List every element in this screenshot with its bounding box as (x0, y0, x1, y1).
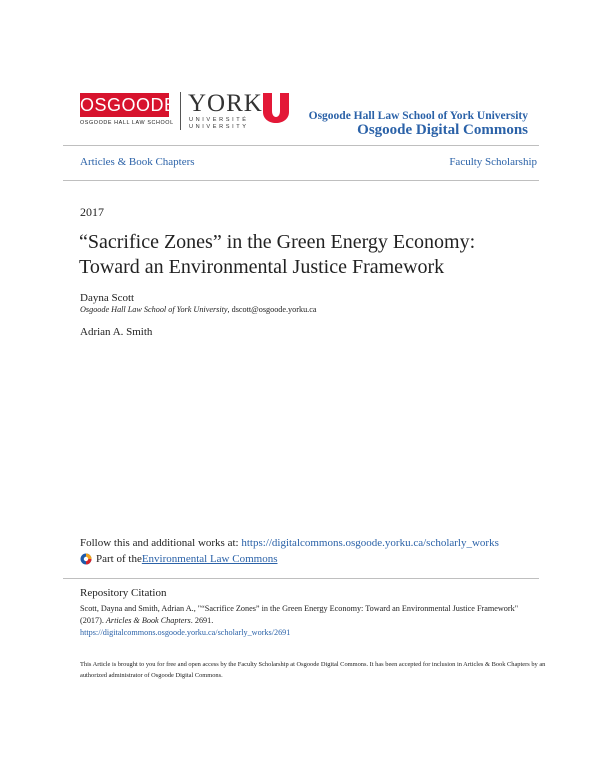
citation-text (80, 603, 540, 639)
publication-year: 2017 (80, 205, 104, 219)
citation-text-part2: . 2691. (190, 616, 214, 625)
repository-name[interactable]: Osgoode Digital Commons (357, 122, 528, 138)
york-logo-sub-line2: UNIVERSITY (189, 123, 249, 130)
series-link[interactable]: Faculty Scholarship (449, 156, 537, 168)
affiliation-text: Osgoode Hall Law School of York University (80, 305, 228, 314)
citation-url-link[interactable]: https://digitalcommons.osgoode.yorku.ca/scholarly_works/2691 (80, 628, 291, 637)
york-logo-sub-line1: UNIVERSITÉ (189, 117, 249, 123)
osgoode-logo-subtitle: OSGOODE HALL LAW SCHOOL (80, 120, 174, 126)
author-name: Dayna Scott (80, 292, 135, 304)
york-logo-subtitle (189, 117, 249, 130)
title-line-2: Toward an Environmental Justice Framework (79, 256, 445, 278)
network-icon (80, 553, 92, 565)
york-u-icon (260, 92, 292, 124)
author-email[interactable]: dscott@osgoode.yorku.ca (231, 305, 317, 314)
follow-line (80, 537, 499, 549)
follow-label: Follow this and additional works at: (80, 537, 242, 549)
citation-text-part1: Scott, Dayna and Smith, Adrian A., "“Sacrifice Zones” in the Green Energy Economy: Toward an Environmental Justice Framework" (2017). (80, 604, 519, 625)
access-notice: This Article is brought to you for free and open access by the Faculty Scholarship at Osgoode Digital Commons. It has been accepted for inclusion in Articles & Book Chapters by an authorized administrator of Osgoode Digital Commons. (80, 661, 546, 679)
follow-url-link[interactable]: https://digitalcommons.osgoode.yorku.ca/scholarly_works (241, 537, 499, 549)
title-line-1: “Sacrifice Zones” in the Green Energy Economy: (79, 231, 476, 253)
institution-name[interactable]: Osgoode Hall Law School of York University (308, 110, 528, 122)
article-title (79, 230, 549, 280)
york-logo-word: YORK (188, 90, 263, 117)
collection-link[interactable]: Articles & Book Chapters (80, 156, 195, 168)
author-name: Adrian A. Smith (80, 326, 153, 338)
header-divider (63, 145, 539, 146)
york-logo (188, 92, 292, 132)
osgoode-logo (80, 93, 177, 130)
citation-divider (63, 578, 539, 579)
author-affiliation: Osgoode Hall Law School of York University, dscott@osgoode.yorku.ca (80, 305, 317, 314)
part-of-label: Part of the (96, 553, 142, 565)
logo-divider (180, 92, 181, 130)
commons-link[interactable]: Environmental Law Commons (141, 553, 278, 565)
nav-divider (63, 180, 539, 181)
osgoode-logo-text: OSGOODE (80, 95, 177, 115)
citation-heading: Repository Citation (80, 587, 167, 599)
part-of-line (80, 553, 277, 565)
citation-series: Articles & Book Chapters (105, 616, 191, 625)
